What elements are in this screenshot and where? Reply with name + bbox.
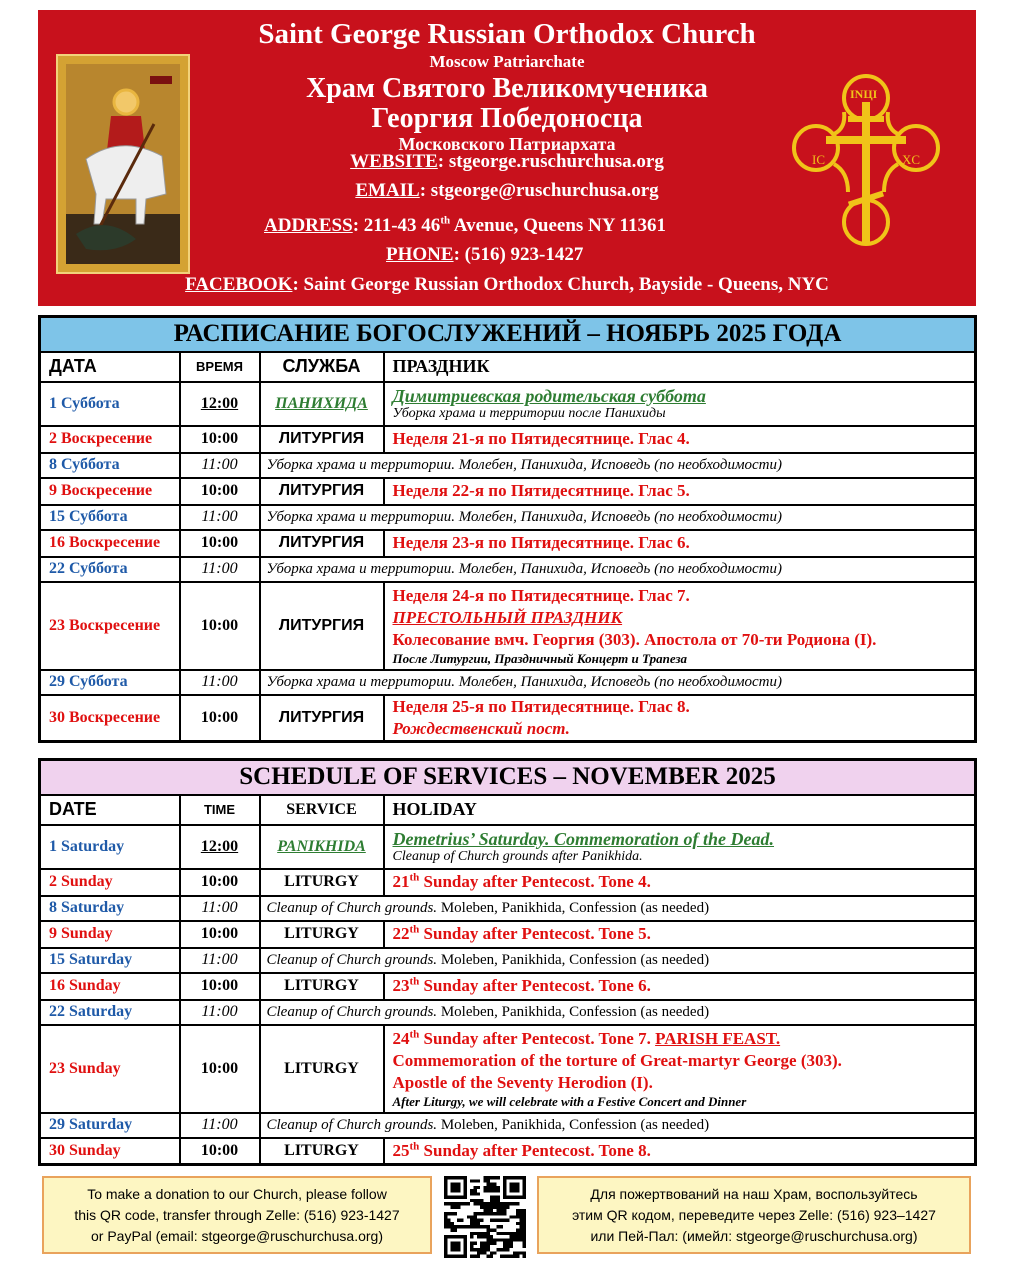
st-george-icon [56,54,190,274]
phone-line[interactable] [386,244,583,266]
website-label: WEBSITE [350,151,438,172]
cleanup-rest: Moleben, Panikhida, Confession (as needed) [437,899,710,916]
address-value-pre: : 211-43 46 [352,215,441,236]
table-row [40,825,976,869]
row-date: 9 Sunday [40,921,180,948]
table-row [40,1025,976,1113]
row-time: 10:00 [180,1025,260,1113]
sunday-number: 25 [392,1140,410,1160]
row-holiday [384,869,976,896]
row-date: 2 Воскресение [40,426,180,453]
row-time: 10:00 [180,695,260,742]
row-holiday: Неделя 23-я по Пятидесятнице. Глас 6. [384,530,976,557]
address-value-post: Avenue, Queens NY 11361 [450,215,666,236]
donation-qr-code[interactable] [444,1176,526,1258]
holiday-line1 [393,1028,967,1050]
row-cleanup: Уборка храма и территории. Молебен, Панихида, Исповедь (по необходимости) [260,505,976,530]
row-cleanup [260,1113,976,1138]
table-row [40,557,976,582]
holiday-text: Sunday after Pentecost. Tone 7. [419,1028,656,1048]
row-holiday [384,921,976,948]
cleanup-rest: Moleben, Panikhida, Confession (as needed) [437,1003,710,1020]
holiday-line2: Commemoration of the torture of Great-martyr George (303). [392,1050,842,1070]
email-label: EMAIL [355,180,420,201]
table-row [40,921,976,948]
holiday-text: Sunday after Pentecost. Tone 4. [419,872,651,891]
holiday-note: Cleanup of Church grounds after Panikhida. [392,848,643,864]
row-service: LITURGY [260,1025,384,1113]
sunday-number: 21 [392,872,410,891]
row-holiday [384,695,976,742]
row-holiday [384,1138,976,1165]
website-value[interactable]: : stgeorge.ruschurchusa.org [437,151,664,172]
cross-inscription-right: XC [902,152,921,167]
church-title: Saint George Russian Orthodox Church [258,18,756,50]
table-row [40,695,976,742]
row-date: 1 Saturday [40,825,180,869]
col-time-en: TIME [180,795,260,825]
address-sup: th [440,214,451,227]
holiday-line1: Неделя 24-я по Пятидесятнице. Глас 7. [392,585,690,605]
row-service: LITURGY [260,921,384,948]
facebook-label: FACEBOOK [185,274,293,295]
address-line [264,215,666,237]
row-date: 30 Воскресение [40,695,180,742]
holiday-text: Sunday after Pentecost. Tone 6. [419,976,651,995]
row-time: 11:00 [180,505,260,530]
row-time: 10:00 [180,530,260,557]
row-time: 10:00 [180,478,260,505]
sunday-number-suffix: th [409,871,420,884]
table-row [40,896,976,921]
col-service-en: SERVICE [260,795,384,825]
table-row [40,382,976,426]
row-service: LITURGY [260,869,384,896]
row-holiday [384,1025,976,1113]
schedule-table-en [38,758,977,1166]
nativity-fast: Рождественский пост. [392,718,570,738]
holiday-line3: Apostle of the Seventy Herodion (I). [392,1072,653,1092]
row-cleanup [260,1000,976,1025]
cleanup-rest: Moleben, Panikhida, Confession (as needed) [437,951,710,968]
row-time: 11:00 [180,896,260,921]
sunday-number-suffix: th [409,1140,420,1153]
donation-ru-line3: или Пей-Пал: (имейл: stgeorge@ruschurchusa.org) [590,1228,918,1244]
sunday-number-suffix: th [409,1027,420,1040]
row-time: 11:00 [180,948,260,973]
table-row [40,948,976,973]
row-service: ЛИТУРГИЯ [260,426,384,453]
row-service: ЛИТУРГИЯ [260,582,384,670]
st-george-icon-image [66,64,180,264]
row-date: 8 Суббота [40,453,180,478]
row-service: LITURGY [260,973,384,1000]
table-row [40,1138,976,1165]
row-time: 10:00 [180,582,260,670]
cleanup-italic: Cleanup of Church grounds. [266,1116,438,1133]
row-date: 16 Sunday [40,973,180,1000]
row-date: 22 Saturday [40,1000,180,1025]
sunday-number: 23 [392,976,410,995]
donation-en-line1: To make a donation to our Church, please follow [87,1186,387,1202]
row-service: ПАНИХИДА [260,382,384,426]
row-holiday [384,973,976,1000]
church-subtitle: Moscow Patriarchate [429,52,585,71]
st-george-drawing-icon [66,64,180,264]
row-date: 29 Saturday [40,1113,180,1138]
parish-feast-en: PARISH FEAST. [655,1028,781,1048]
holiday-title: Димитриевская родительская суббота [392,385,706,406]
cross-inscription-top: INЦI [850,87,878,101]
table-title-row-en [40,760,976,795]
holiday-text: Sunday after Pentecost. Tone 8. [419,1140,651,1160]
table-row [40,505,976,530]
qr-code-icon [444,1176,526,1258]
schedule-title-ru: РАСПИСАНИЕ БОГОСЛУЖЕНИЙ – НОЯБРЬ 2025 ГОДА [40,317,976,352]
row-date: 23 Воскресение [40,582,180,670]
schedule-table-ru [38,315,977,743]
row-cleanup: Уборка храма и территории. Молебен, Панихида, Исповедь (по необходимости) [260,557,976,582]
header-row-en [40,795,976,825]
row-date: 8 Saturday [40,896,180,921]
header-row-ru [40,352,976,382]
row-time: 11:00 [180,670,260,695]
row-service: ЛИТУРГИЯ [260,530,384,557]
row-service: PANIKHIDA [260,825,384,869]
cleanup-italic: Cleanup of Church grounds. [266,951,438,968]
table-row [40,478,976,505]
row-time: 11:00 [180,1000,260,1025]
row-time: 11:00 [180,1113,260,1138]
holiday-text: Sunday after Pentecost. Tone 5. [419,924,651,943]
schedule-title-en: SCHEDULE OF SERVICES – NOVEMBER 2025 [40,760,976,795]
row-time: 10:00 [180,869,260,896]
row-date: 2 Sunday [40,869,180,896]
row-cleanup [260,896,976,921]
cross-inscription-left: IC [812,152,825,167]
sunday-number: 24 [392,1028,410,1048]
phone-value[interactable]: : (516) 923-1427 [453,244,584,265]
holiday-line3: Колесование вмч. Георгия (303). Апостола от 70-ти Родиона (I). [392,629,877,649]
row-date: 9 Воскресение [40,478,180,505]
holiday-title: Demetrius’ Saturday. Commemoration of the Dead. [392,828,775,849]
row-date: 15 Saturday [40,948,180,973]
table-row [40,869,976,896]
row-date: 22 Суббота [40,557,180,582]
table-row [40,530,976,557]
row-date: 30 Sunday [40,1138,180,1165]
church-subtitle-ru: Московского Патриархата [398,134,616,154]
row-date: 29 Суббота [40,670,180,695]
facebook-value[interactable]: : Saint George Russian Orthodox Church, Bayside - Queens, NYC [292,274,829,295]
row-holiday: Неделя 22-я по Пятидесятнице. Глас 5. [384,478,976,505]
col-date-en: DATE [40,795,180,825]
row-time: 12:00 [180,382,260,426]
sunday-number-suffix: th [409,923,420,936]
row-service: ЛИТУРГИЯ [260,478,384,505]
row-holiday [384,582,976,670]
row-service: LITURGY [260,1138,384,1165]
row-date: 15 Суббота [40,505,180,530]
table-row [40,426,976,453]
parish-feast-ru: ПРЕСТОЛЬНЫЙ ПРАЗДНИК [392,607,623,627]
church-title-ru-line1: Храм Святого Великомученика [306,73,708,104]
address-label: ADDRESS [264,215,353,236]
donation-ru-line2: этим QR кодом, переведите через Zelle: (516) 923–1427 [572,1207,936,1223]
table-row [40,973,976,1000]
cleanup-italic: Cleanup of Church grounds. [266,1003,438,1020]
church-title-ru-line2: Георгия Победоносца [371,103,643,134]
holiday-note: После Литургии, Праздничный Концерт и Трапеза [392,650,688,666]
donation-box-ru [537,1176,971,1254]
donation-ru-line1: Для пожертвований на наш Храм, воспользуйтесь [590,1186,918,1202]
row-time: 12:00 [180,825,260,869]
row-time: 11:00 [180,453,260,478]
table-title-row-ru [40,317,976,352]
row-cleanup: Уборка храма и территории. Молебен, Панихида, Исповедь (по необходимости) [260,670,976,695]
row-holiday: Неделя 21-я по Пятидесятнице. Глас 4. [384,426,976,453]
holiday-line1: Неделя 25-я по Пятидесятнице. Глас 8. [392,696,690,716]
row-date: 16 Воскресение [40,530,180,557]
col-holiday-ru: ПРАЗДНИК [384,352,976,382]
row-date: 1 Суббота [40,382,180,426]
facebook-line[interactable] [38,274,976,296]
table-row [40,1000,976,1025]
row-time: 10:00 [180,426,260,453]
holiday-note: After Liturgy, we will celebrate with a Festive Concert and Dinner [392,1093,747,1109]
sunday-number: 22 [392,924,410,943]
church-header [38,10,976,306]
cleanup-rest: Moleben, Panikhida, Confession (as needed) [437,1116,710,1133]
donation-box-en [42,1176,432,1254]
row-date: 23 Sunday [40,1025,180,1113]
row-cleanup [260,948,976,973]
table-row [40,1113,976,1138]
row-time: 11:00 [180,557,260,582]
orthodox-cross-icon [786,72,946,248]
col-holiday-en: HOLIDAY [384,795,976,825]
table-row [40,582,976,670]
row-time: 10:00 [180,921,260,948]
row-cleanup: Уборка храма и территории. Молебен, Панихида, Исповедь (по необходимости) [260,453,976,478]
email-value[interactable]: : stgeorge@ruschurchusa.org [419,180,659,201]
phone-label: PHONE [386,244,454,265]
donation-en-line2: this QR code, transfer through Zelle: (516) 923-1427 [74,1207,400,1223]
holiday-note: Уборка храма и территории после Панихиды [392,405,666,421]
row-holiday [384,382,976,426]
row-time: 10:00 [180,973,260,1000]
row-service: ЛИТУРГИЯ [260,695,384,742]
cleanup-italic: Cleanup of Church grounds. [266,899,438,916]
table-row [40,453,976,478]
table-row [40,670,976,695]
donation-en-line3: or PayPal (email: stgeorge@ruschurchusa.org) [90,1228,383,1244]
row-holiday [384,825,976,869]
col-date-ru: ДАТА [40,352,180,382]
col-service-ru: СЛУЖБА [260,352,384,382]
row-time: 10:00 [180,1138,260,1165]
col-time-ru: ВРЕМЯ [180,352,260,382]
sunday-number-suffix: th [409,975,420,988]
